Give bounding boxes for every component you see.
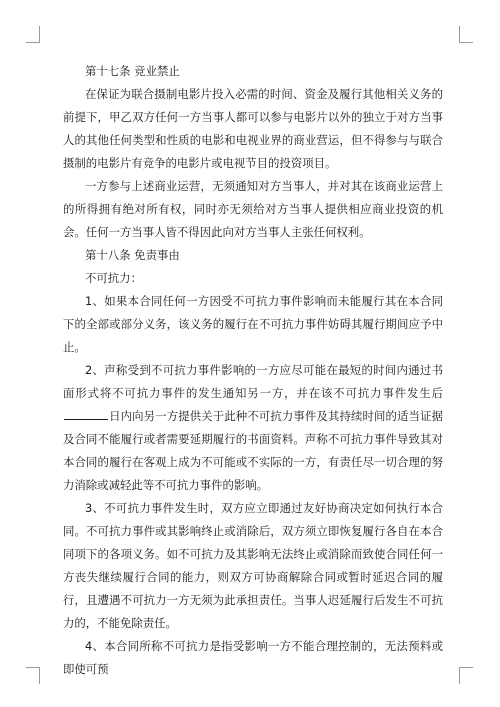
article-18-heading: 第十八条 免责事由 [85, 248, 180, 262]
clause-item-1: 1、如果本合同任何一方因受不可抗力事件影响而未能履行其在本合同下的全部或部分义务，该义务的履行在不可抗力事件妨碍其履行期间应予中止。 [63, 294, 443, 354]
crop-mark-bottom-left [26, 667, 40, 684]
clause-item-2-part-1: 2、声称受到不可抗力事件影响的一方应尽可能在最短的时间内通过书面形式将不可抗力事件的发生通知另一方，并在该不可抗力事件发生后 [63, 363, 443, 400]
article-17-heading: 第十七条 竞业禁止 [85, 64, 180, 78]
article-17-paragraph-2: 一方参与上述商业运营，无须通知对方当事人，并对其在该商业运营上的所得拥有绝对所有权，同时亦无须给对方当事人提供相应商业投资的机会。任何一方当事人皆不得因此向对方当事人主张任何权利。 [63, 179, 443, 239]
clause-item-3: 3、不可抗力事件发生时，双方应立即通过友好协商决定如何执行本合同。不可抗力事件或其影响终止或消除后，双方须立即恢复履行各自在本合同项下的各项义务。如不可抗力及其影响无法终止或消除而致使合同任何一方丧失继续履行合同的能力，则双方可协商解除合同或暂时延迟合同的履行，且遭遇不可抗力一方无须为此承担责任。当事人迟延履行后发生不可抗力的，不能免除责任。 [63, 501, 443, 630]
crop-mark-top-right [459, 26, 473, 43]
clause-item-2 [63, 359, 443, 497]
fill-in-blank-days[interactable] [64, 408, 108, 420]
crop-mark-top-left [26, 26, 40, 43]
clause-item-2-part-2: 日内向另一方提供关于此种不可抗力事件及其持续时间的适当证据及合同不能履行或者需要延期履行的书面资料。声称不可抗力事件导致其对本合同的履行在客观上成为不可能或不实际的一方，有责任尽一切合理的努力消除或减轻此等不可抗力事件的影响。 [63, 409, 443, 492]
clause-item-4: 4、本合同所称不可抗力是指受影响一方不能合理控制的，无法预料或即使可预 [63, 639, 443, 676]
crop-mark-bottom-right [459, 667, 473, 684]
document-body [63, 60, 443, 681]
article-17-paragraph-1: 在保证为联合摄制电影片投入必需的时间、资金及履行其他相关义务的前提下，甲乙双方任何一方当事人都可以参与电影片以外的独立于对方当事人的其他任何类型和性质的电影和电视业界的商业营运，但不得参与与联合摄制的电影片有竞争的电影片或电视节目的投资项目。 [63, 87, 443, 170]
force-majeure-label: 不可抗力： [85, 271, 142, 285]
